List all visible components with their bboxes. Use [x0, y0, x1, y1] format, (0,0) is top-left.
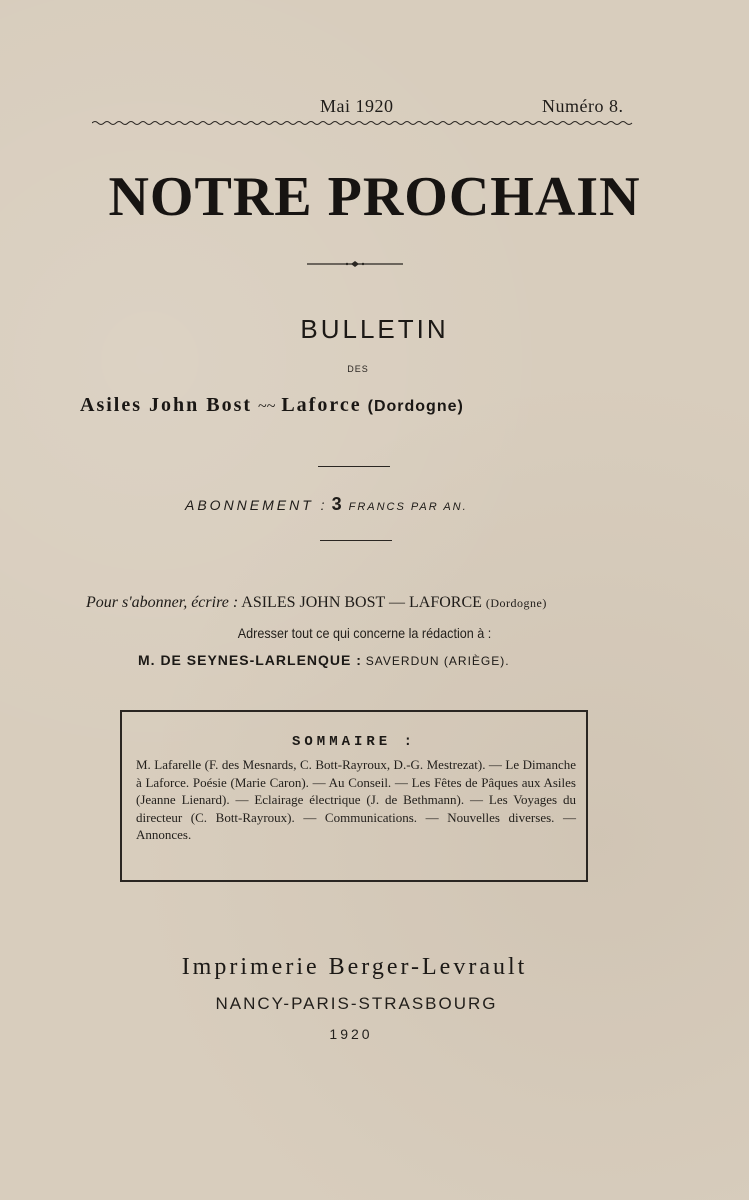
issue-number: Numéro 8. [542, 96, 624, 116]
printer-name: Imprimerie Berger-Levrault [181, 954, 528, 980]
des-label: DES [347, 364, 369, 374]
institution-region: (Dordogne) [367, 398, 464, 415]
subscribe-prompt: Pour s'abonner, écrire : [86, 594, 239, 611]
tilde-separator: ~~ [258, 398, 276, 415]
issue-date: Mai 1920 [320, 96, 394, 116]
editor-location: SAVERDUN (ARIÈGE). [365, 654, 510, 668]
bulletin-heading: BULLETIN [300, 314, 449, 344]
subscribe-instruction [86, 594, 646, 612]
divider-rule [318, 466, 390, 467]
print-year: 1920 [329, 1026, 373, 1042]
divider-rule [320, 540, 392, 541]
printer-cities: NANCY-PARIS-STRASBOURG [215, 994, 498, 1013]
table-of-contents-box [120, 710, 588, 882]
editor-line [138, 652, 618, 668]
institution-place: Laforce [281, 394, 362, 416]
institution-line [80, 394, 660, 417]
subscription-line [185, 494, 585, 515]
ornament-divider-icon [305, 258, 405, 270]
sommaire-title: SOMMAIRE : [291, 734, 416, 750]
sommaire-text: M. Lafarelle (F. des Mesnards, C. Bott-Rayroux, D.-G. Mestrezat). — Le Dimanche à Laforce. Poésie (Marie Caron). — Au Conseil. — Les Fêtes de Pâques aux Asiles (Jeanne Lienard). — Eclairage électrique (J. de Bethmann). — Les Voyages du directeur (C. Bott-Rayroux). — Communications. — Nouvelles diverses. — Annonces. [136, 757, 576, 842]
subscribe-region: (Dordogne) [485, 596, 547, 610]
wavy-rule [92, 118, 634, 128]
editor-name: M. DE SEYNES-LARLENQUE : [138, 652, 362, 668]
subscription-amount: 3 [331, 494, 345, 514]
institution-name: Asiles John Bost [80, 394, 253, 416]
subscribe-address: ASILES JOHN BOST — LAFORCE [241, 594, 482, 611]
subscription-rate: FRANCS PAR AN. [348, 501, 468, 513]
subscription-label: ABONNEMENT : [185, 497, 328, 513]
publication-title: NOTRE PROCHAIN [108, 166, 641, 228]
redaction-instruction: Adresser tout ce qui concerne la rédaction à : [237, 625, 492, 641]
